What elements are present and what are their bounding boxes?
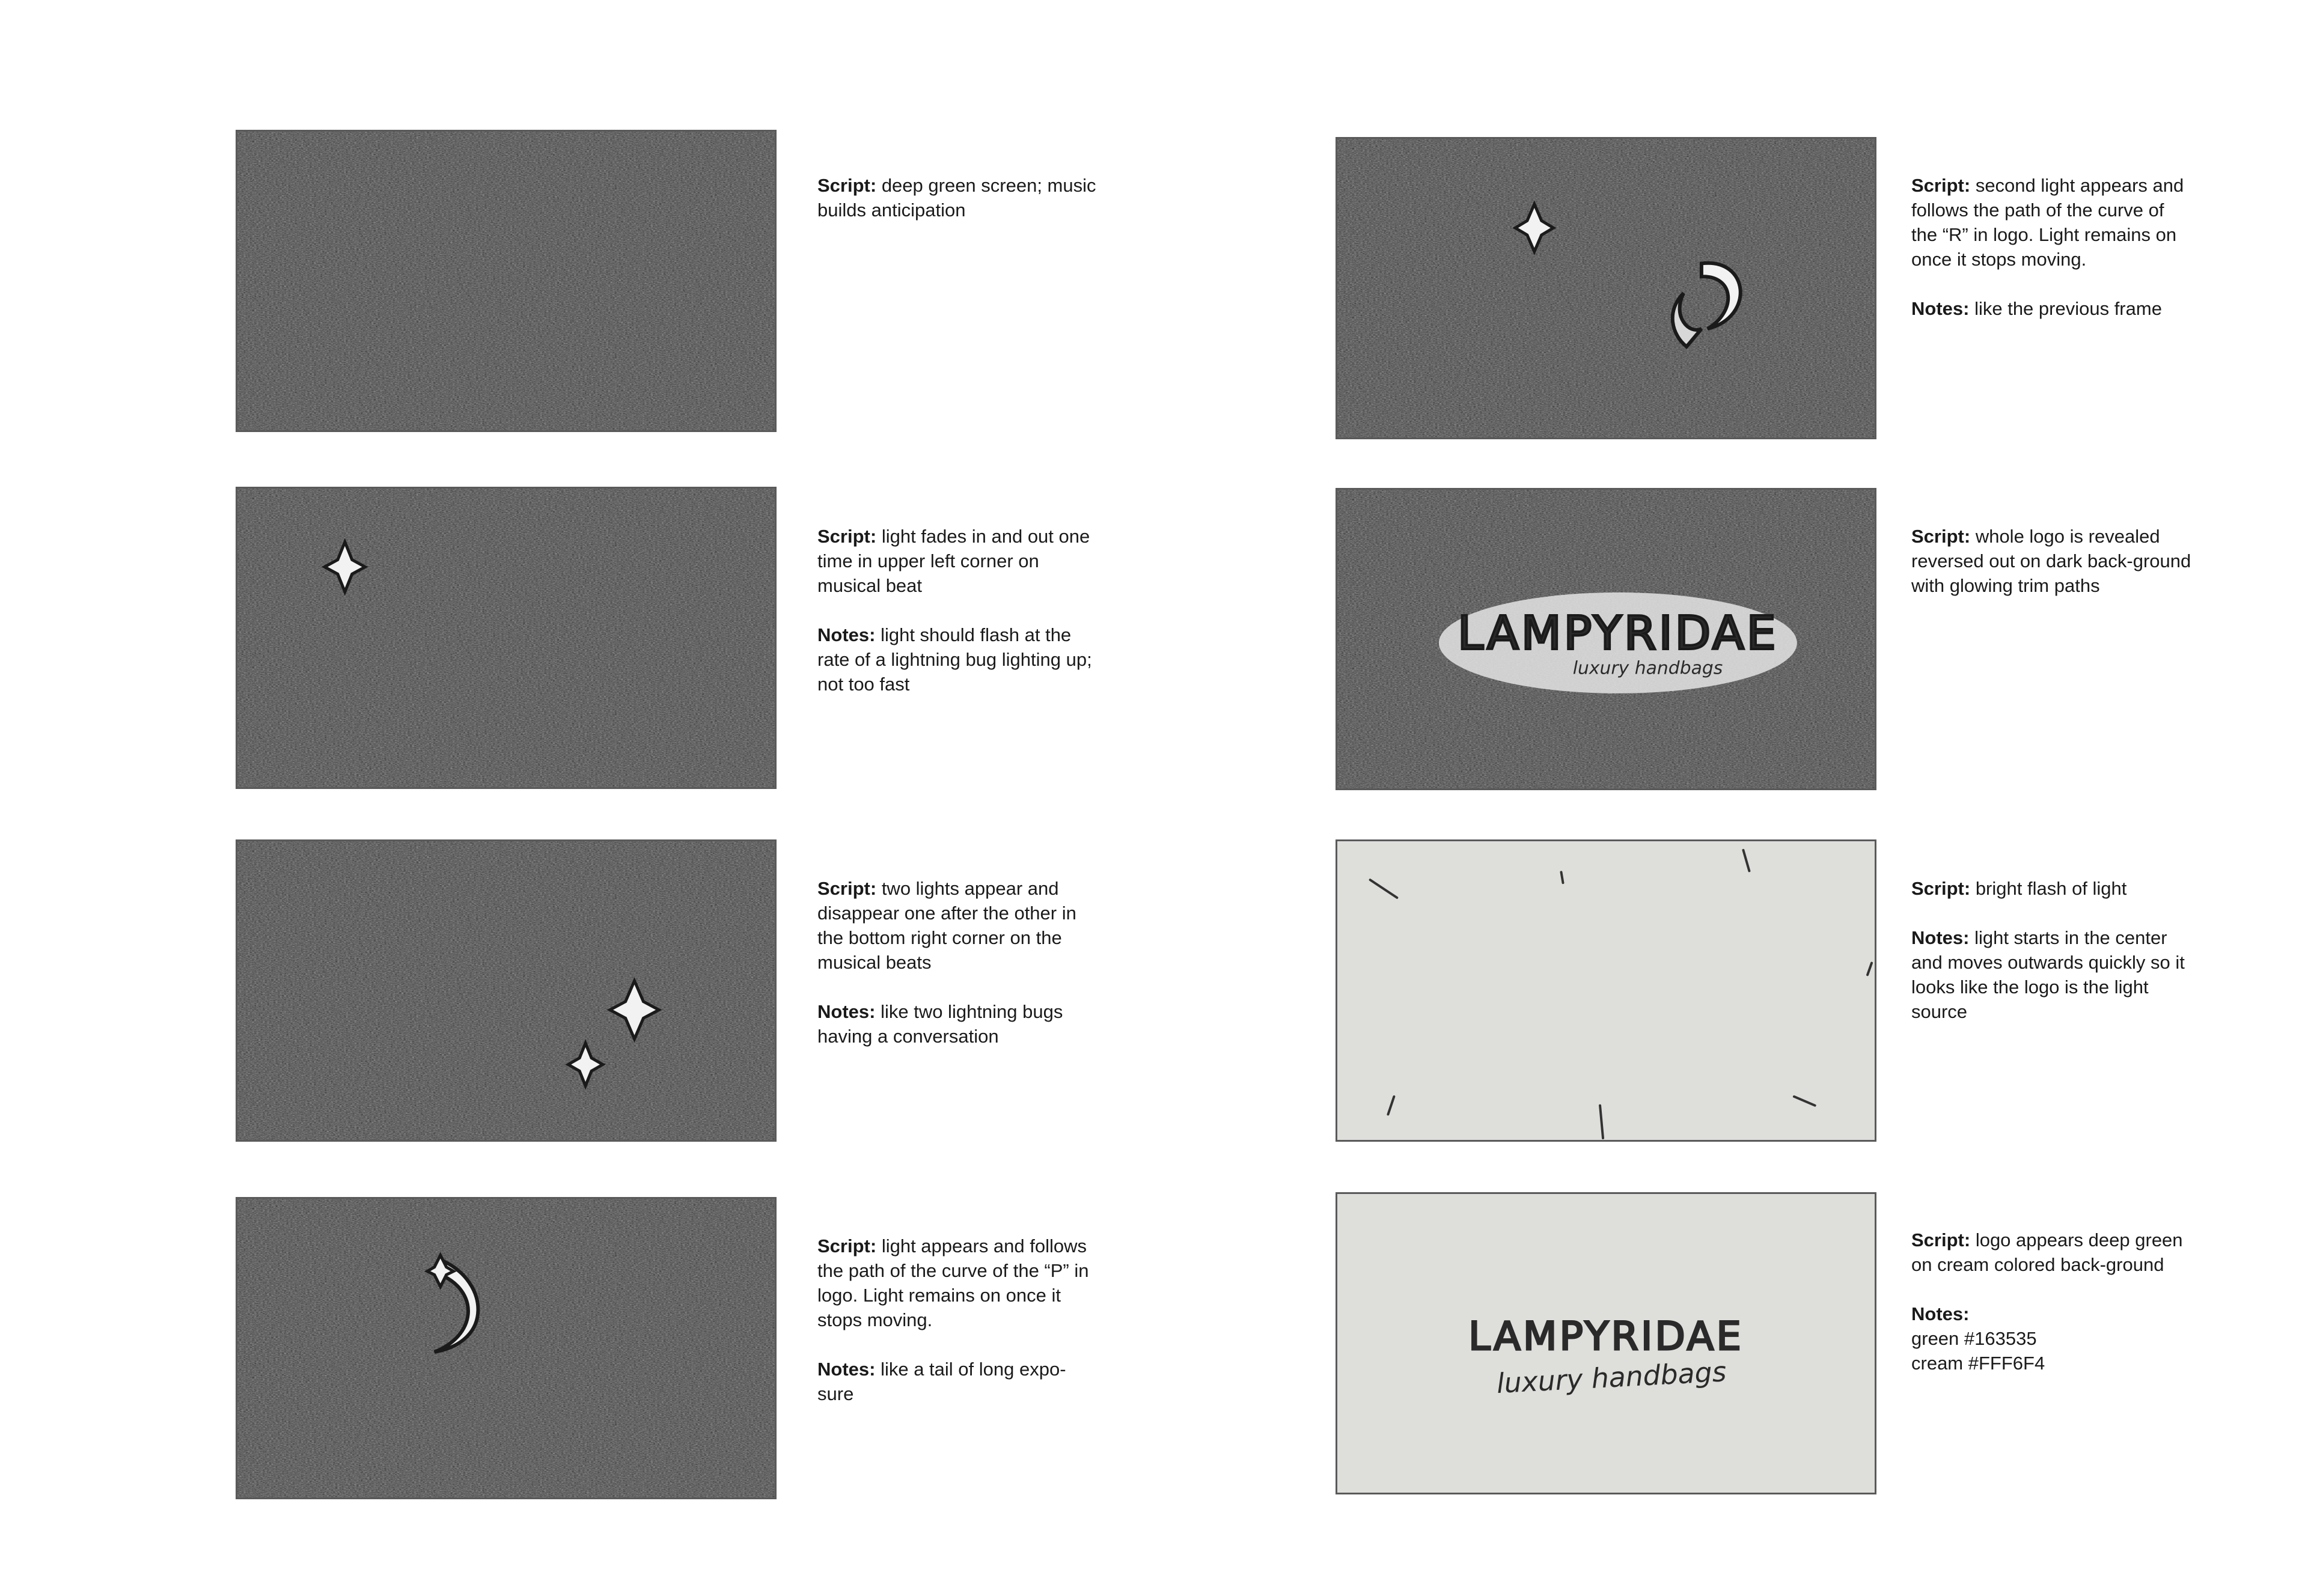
storyboard-frame-5 [1336,137,1876,439]
frame-3-notes: Script: two lights appear and disappear one after the other in the bottom right corner on the musical beats Notes: like two lightning bugs having a conversation [817,878,1076,1047]
storyboard-frame-7 [1336,839,1876,1142]
logo-tagline: luxury handbags [1572,657,1723,679]
logo-tagline: luxury handbags [1495,1356,1727,1400]
frame-5-script: second light appears and follows the path of the curve of the “R” in logo. Light remains on once it stops moving. [1911,175,2184,270]
frame-5-note: like the previous frame [1974,298,2162,319]
logo-wordmark: LAMPYRIDAE [1468,1314,1744,1359]
frame-4-script: light appears and follows the path of the curve of the “P” in logo. Light remains on once it stops moving. [817,1235,1089,1330]
frame-4-notes: Script: light appears and follows the path of the curve of the “P” in logo. Light remains on once it stops moving. Notes: like a tail of long expo-sure [817,1235,1089,1404]
storyboard-frame-2 [236,487,777,789]
frame-1-notes: Script: deep green screen; music builds anticipation [817,175,1096,221]
frame-2-script: light fades in and out one time in upper left corner on musical beat [817,526,1090,596]
frame-7-notes: Script: bright flash of light Notes: light starts in the center and moves outwards quickly so it looks like the logo is the light source [1911,878,2185,1022]
storyboard-frame-4 [236,1197,777,1499]
logo-wordmark: LAMPYRIDAE [1457,606,1778,660]
color-green: green #163535 [1911,1328,2037,1349]
frame-7-script: bright flash of light [1975,878,2127,899]
storyboard-frame-8 [1336,1192,1876,1494]
frame-6-script: whole logo is revealed reversed out on dark back-ground with glowing trim paths [1911,526,2191,596]
frame-5-notes: Script: second light appears and follows the path of the curve of the “R” in logo. Light remains on once it stops moving. Notes: like the previous frame [1911,175,2184,319]
frame-8-notes: Script: logo appears deep green on cream colored back-ground Notes: green #163535 cream #FFF6F4 [1911,1229,2183,1374]
frame-3-script: two lights appear and disappear one after the other in the bottom right corner on the musical beats [817,878,1076,973]
storyboard-frame-3 [236,839,777,1142]
frame-4-note: like a tail of long expo-sure [817,1359,1066,1404]
frame-1-script: deep green screen; music builds anticipation [817,175,1096,221]
storyboard-frame-1 [236,130,777,432]
frame-2-note: light should flash at the rate of a lightning bug lighting up; not too fast [817,624,1092,695]
frame-3-note: like two lightning bugs having a conversation [817,1001,1063,1047]
frame-8-script: logo appears deep green on cream colored back-ground [1911,1229,2183,1275]
color-cream: cream #FFF6F4 [1911,1353,2045,1374]
frame-7-note: light starts in the center and moves outwards quickly so it looks like the logo is the light source [1911,927,2185,1022]
frame-6-notes: Script: whole logo is revealed reversed out on dark back-ground with glowing trim paths [1911,526,2191,596]
frame-2-notes: Script: light fades in and out one time in upper left corner on musical beat Notes: light should flash at the rate of a lightning bug lighting up; not too fast [817,526,1092,695]
storyboard-frame-6 [1336,488,1876,790]
